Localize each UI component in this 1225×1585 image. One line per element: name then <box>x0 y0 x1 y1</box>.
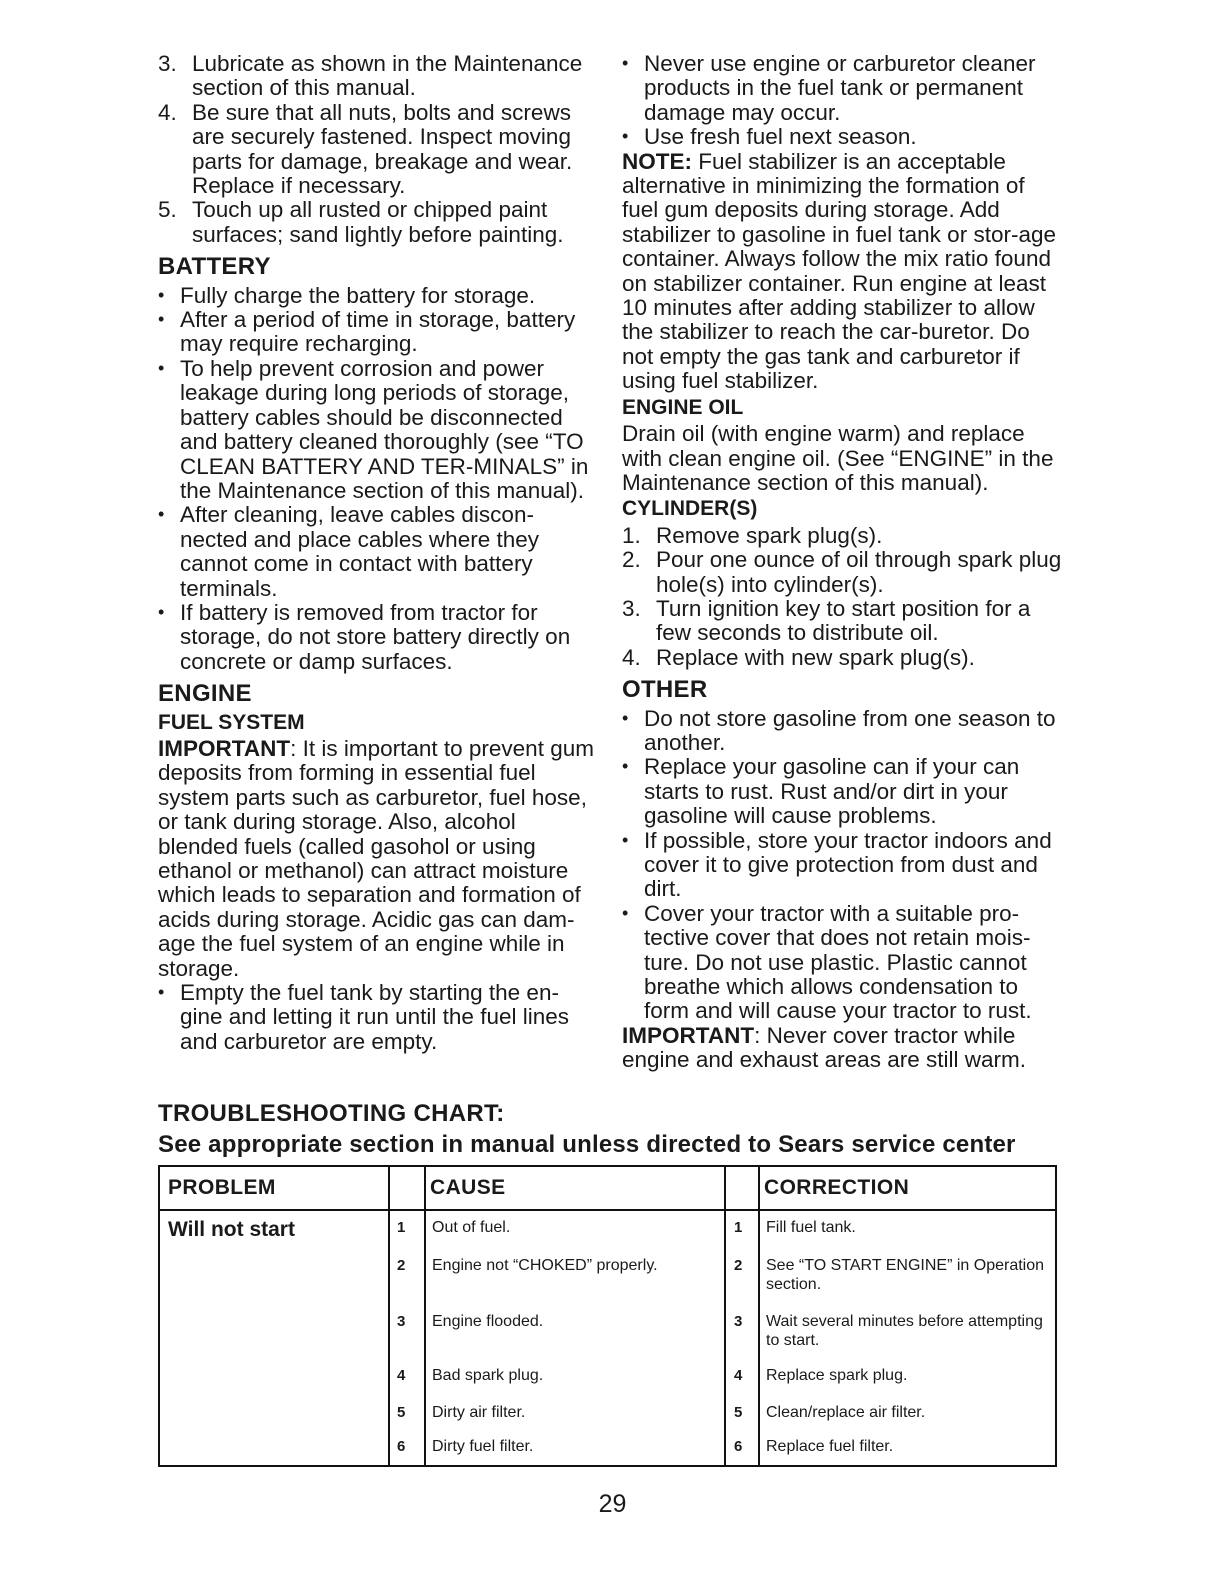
correction-cell: See “TO START ENGINE” in Operation section. <box>766 1257 1045 1293</box>
list-item <box>622 829 1062 902</box>
item-number: 1. <box>622 522 641 548</box>
cylinder-heading: CYLINDER(S) <box>622 497 758 521</box>
item-text: Pour one ounce of oil through spark plug hole(s) into cylinder(s). <box>656 547 1062 597</box>
engine-heading: ENGINE <box>158 680 252 708</box>
cause-cell: Bad spark plug. <box>432 1367 544 1384</box>
cause-number: 6 <box>397 1438 406 1455</box>
cause-cell: Out of fuel. <box>432 1219 511 1236</box>
problem-cell: Will not start <box>168 1218 295 1241</box>
header-correction: CORRECTION <box>764 1176 910 1199</box>
correction-number: 5 <box>734 1404 743 1421</box>
list-item <box>622 755 1062 828</box>
important-paragraph <box>158 737 598 981</box>
list-item <box>622 902 1062 1024</box>
item-number: 3. <box>622 595 641 621</box>
important-paragraph-2 <box>622 1024 1062 1073</box>
battery-heading: BATTERY <box>158 253 271 281</box>
bullet-icon: • <box>158 309 165 330</box>
list-item <box>158 601 598 674</box>
important-text: : It is important to prevent gum deposits from forming in essential fuel system parts such as carburetor, fuel hose, or tank during storage. Also, alcohol blended fuels (called gasohol or using ethanol or methanol) can attract moisture which leads to separation and formation of acids during storage. Acidic gas can dam-age the fuel system of an engine while in storage. <box>158 735 594 981</box>
important-text: : Never cover tractor while engine and exhaust areas are still warm. <box>622 1022 1026 1073</box>
bullet-icon: • <box>622 707 629 728</box>
page-number: 29 <box>598 1490 627 1518</box>
header-problem: PROBLEM <box>168 1176 276 1199</box>
list-item <box>622 125 1062 149</box>
list-item <box>158 981 598 1054</box>
note-paragraph <box>622 150 1062 394</box>
important-label: IMPORTANT <box>622 1022 755 1048</box>
bullet-icon: • <box>622 53 629 73</box>
item-number: 5. <box>158 197 177 223</box>
engine-oil-heading: ENGINE OIL <box>622 395 744 419</box>
list-item <box>158 284 598 308</box>
cause-number: 1 <box>397 1219 406 1236</box>
list-item <box>622 524 1062 548</box>
bullet-text: Use fresh fuel next season. <box>644 124 917 150</box>
header-cause: CAUSE <box>430 1176 506 1199</box>
item-number: 2. <box>622 547 641 573</box>
cause-cell: Engine not “CHOKED” properly. <box>432 1257 658 1274</box>
item-text: Remove spark plug(s). <box>656 522 883 548</box>
item-text: Touch up all rusted or chipped paint surfaces; sand lightly before painting. <box>192 197 564 247</box>
correction-cell: Fill fuel tank. <box>766 1219 856 1236</box>
item-number: 4. <box>622 644 641 670</box>
bullet-text: Fully charge the battery for storage. <box>180 282 536 308</box>
bullet-text: Cover your tractor with a suitable pro-tective cover that does not retain mois-ture. Do not use plastic. Plastic cannot breathe which allows condensation to form and will cause your tractor to rust. <box>644 900 1032 1024</box>
item-number: 4. <box>158 99 177 125</box>
note-text: Fuel stabilizer is an acceptable alternative in minimizing the formation of fuel gum deposits during storage. Add stabilizer to gasoline in fuel tank or stor-age container. Always follow the mix ratio found on stabilizer container. Run engine at least 10 minutes after adding stabilizer to allow the stabilizer to reach the car-buretor. Do not empty the gas tank and carburetor if using fuel stabilizer. <box>622 148 1056 394</box>
bullet-icon: • <box>622 829 629 850</box>
cause-cell: Dirty air filter. <box>432 1404 526 1421</box>
item-number: 3. <box>158 51 177 76</box>
correction-number: 2 <box>734 1257 743 1274</box>
bullet-icon: • <box>622 126 629 147</box>
left-column <box>158 52 598 1054</box>
column-divider <box>424 1167 426 1465</box>
important-label: IMPORTANT <box>158 735 291 761</box>
right-column <box>622 52 1062 1073</box>
bullet-text: Never use engine or carburetor cleaner products in the fuel tank or permanent damage may occur. <box>644 51 1036 125</box>
bullet-icon: • <box>158 982 165 1003</box>
bullet-text: If possible, store your tractor indoors and cover it to give protection from dust and dirt. <box>644 827 1052 902</box>
list-item <box>158 101 598 199</box>
list-item <box>158 503 598 601</box>
bullet-icon: • <box>158 601 165 622</box>
list-item <box>158 52 598 101</box>
cause-number: 3 <box>397 1313 406 1330</box>
cause-number: 5 <box>397 1404 406 1421</box>
fuel-system-heading: FUEL SYSTEM <box>158 710 305 734</box>
troubleshooting-title: TROUBLESHOOTING CHART: <box>158 1100 505 1127</box>
other-heading: OTHER <box>622 676 708 704</box>
column-divider <box>388 1167 390 1465</box>
list-item <box>622 597 1062 646</box>
list-item <box>622 707 1062 756</box>
correction-number: 6 <box>734 1438 743 1455</box>
correction-number: 3 <box>734 1313 743 1330</box>
correction-cell: Wait several minutes before attempting to start. <box>766 1313 1043 1349</box>
bullet-text: To help prevent corrosion and power leakage during long periods of storage, battery cables should be disconnected and battery cleaned thoroughly (see “TO CLEAN BATTERY AND TER-MINALS” in the Maintenance section of this manual). <box>180 355 589 503</box>
correction-cell: Clean/replace air filter. <box>766 1404 926 1421</box>
list-item <box>622 52 1062 125</box>
bullet-icon: • <box>622 756 629 777</box>
bullet-text: If battery is removed from tractor for storage, do not store battery directly on concrete or damp surfaces. <box>180 599 571 674</box>
column-divider <box>724 1167 726 1465</box>
bullet-text: After a period of time in storage, battery may require recharging. <box>180 307 576 357</box>
item-text: Replace with new spark plug(s). <box>656 644 975 670</box>
correction-number: 1 <box>734 1219 743 1236</box>
list-item <box>622 548 1062 597</box>
correction-cell: Replace spark plug. <box>766 1367 908 1384</box>
cause-number: 2 <box>397 1257 406 1274</box>
list-item <box>158 198 598 247</box>
bullet-icon: • <box>158 504 165 525</box>
bullet-text: After cleaning, leave cables discon-nected and place cables where they cannot come in contact with battery terminals. <box>180 502 539 601</box>
engine-oil-text: Drain oil (with engine warm) and replace with clean engine oil. (See “ENGINE” in the Maintenance section of this manual). <box>622 421 1054 495</box>
column-divider <box>758 1167 760 1465</box>
bullet-text: Empty the fuel tank by starting the en-gine and letting it run until the fuel lines and carburetor are empty. <box>180 980 570 1054</box>
bullet-icon: • <box>158 284 165 305</box>
item-text: Be sure that all nuts, bolts and screws are securely fastened. Inspect moving parts for damage, breakage and wear. Replace if necessary. <box>192 99 573 199</box>
bullet-text: Replace your gasoline can if your can starts to rust. Rust and/or dirt in your gasoline will cause problems. <box>644 754 1020 829</box>
note-label: NOTE: <box>622 148 692 174</box>
correction-cell: Replace fuel filter. <box>766 1438 894 1455</box>
correction-number: 4 <box>734 1367 743 1384</box>
bullet-text: Do not store gasoline from one season to another. <box>644 705 1056 755</box>
cause-cell: Dirty fuel filter. <box>432 1438 534 1455</box>
cause-cell: Engine flooded. <box>432 1313 544 1330</box>
item-text: Turn ignition key to start position for a few seconds to distribute oil. <box>656 595 1031 646</box>
list-item <box>622 646 1062 670</box>
cause-number: 4 <box>397 1367 406 1384</box>
header-divider <box>160 1209 1055 1211</box>
troubleshooting-table <box>158 1165 1057 1467</box>
bullet-icon: • <box>622 902 629 923</box>
troubleshooting-subtitle: See appropriate section in manual unless directed to Sears service center <box>158 1131 1016 1158</box>
list-item <box>158 357 598 503</box>
bullet-icon: • <box>158 357 165 378</box>
list-item <box>158 308 598 357</box>
item-text: Lubricate as shown in the Maintenance section of this manual. <box>192 51 583 101</box>
